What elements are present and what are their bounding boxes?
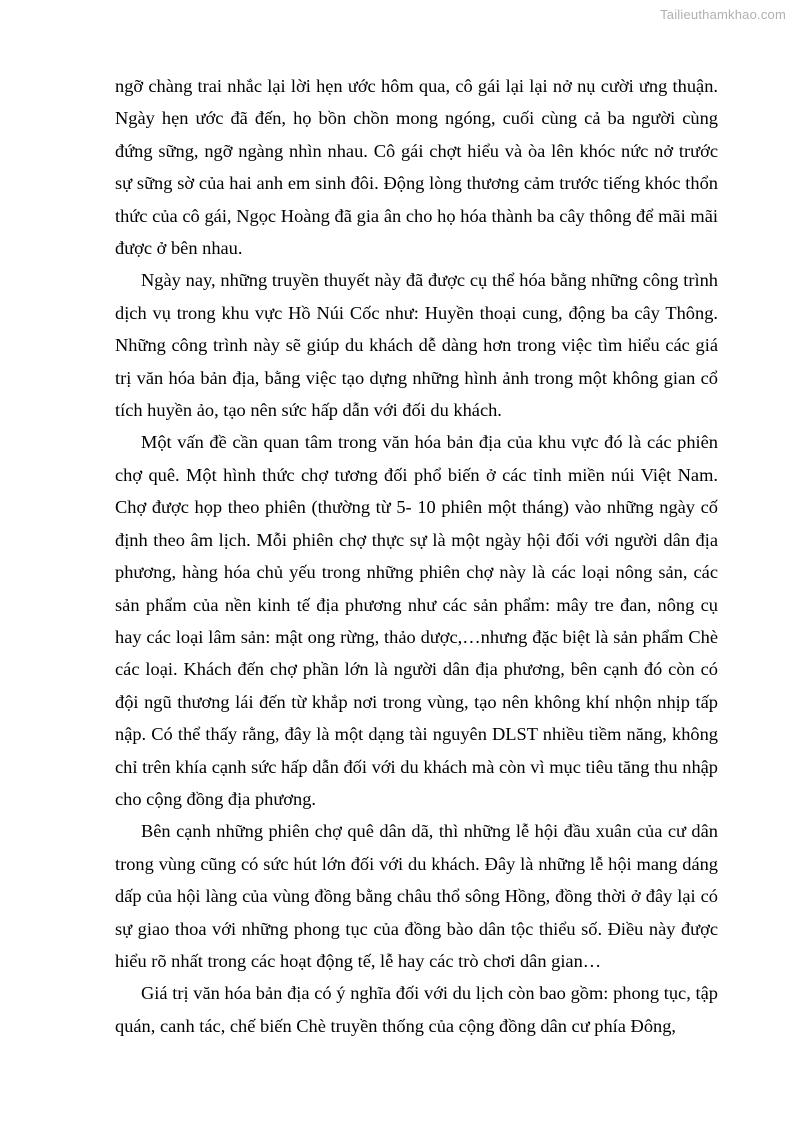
paragraph-1: ngỡ chàng trai nhắc lại lời hẹn ước hôm qua, cô gái lại lại nở nụ cười ưng thuận. Ngày hẹn ước đã đến, họ bồn chồn mong ngóng, cuối cùng cả ba người cùng đứng sững, ngỡ ngàng nhìn nhau. Cô gái chợt hiểu và òa lên khóc nức nở trước sự sững sờ của hai anh em sinh đôi. Động lòng thương cảm trước tiếng khóc thổn thức của cô gái, Ngọc Hoàng đã gia ân cho họ hóa thành ba cây thông để mãi mãi được ở bên nhau. bbox=[115, 76, 718, 259]
document-body bbox=[115, 70, 718, 1042]
paragraph-5: Giá trị văn hóa bản địa có ý nghĩa đối với du lịch còn bao gồm: phong tục, tập quán, canh tác, chế biến Chè truyền thống của cộng đồng dân cư phía Đông, bbox=[115, 983, 718, 1036]
paragraph-2: Ngày nay, những truyền thuyết này đã được cụ thể hóa bằng những công trình dịch vụ trong khu vực Hồ Núi Cốc như: Huyền thoại cung, động ba cây Thông. Những công trình này sẽ giúp du khách dễ dàng hơn trong việc tìm hiểu các giá trị văn hóa bản địa, bằng việc tạo dựng những hình ảnh trong một không gian cổ tích huyền ảo, tạo nên sức hấp dẫn với đối du khách. bbox=[115, 270, 718, 421]
paragraph-3: Một vấn đề cần quan tâm trong văn hóa bản địa của khu vực đó là các phiên chợ quê. Một hình thức chợ tương đối phổ biến ở các tỉnh miền núi Việt Nam. Chợ được họp theo phiên (thường từ 5- 10 phiên một tháng) vào những ngày cố định theo âm lịch. Mỗi phiên chợ thực sự là một ngày hội đối với người dân địa phương, hàng hóa chủ yếu trong những phiên chợ này là các loại nông sản, các sản phẩm của nền kinh tế địa phương như các sản phẩm: mây tre đan, nông cụ hay các loại lâm sản: mật ong rừng, thảo dược,…nhưng đặc biệt là sản phẩm Chè các loại. Khách đến chợ phần lớn là người dân địa phương, bên cạnh đó còn có đội ngũ thương lái đến từ khắp nơi trong vùng, tạo nên không khí nhộn nhịp tấp nập. Có thể thấy rằng, đây là một dạng tài nguyên DLST nhiều tiềm năng, không chỉ trên khía cạnh sức hấp dẫn đối với du khách mà còn vì mục tiêu tăng thu nhập cho cộng đồng địa phương. bbox=[115, 432, 718, 809]
paragraph-4: Bên cạnh những phiên chợ quê dân dã, thì những lễ hội đầu xuân của cư dân trong vùng cũng có sức hút lớn đối với du khách. Đây là những lễ hội mang dáng dấp của hội làng của vùng đồng bằng châu thổ sông Hồng, đồng thời ở đây lại có sự giao thoa với những phong tục của đồng bào dân tộc thiểu số. Điều này được hiểu rõ nhất trong các hoạt động tế, lễ hay các trò chơi dân gian… bbox=[115, 821, 718, 971]
watermark-text: Tailieuthamkhao.com bbox=[660, 7, 786, 22]
